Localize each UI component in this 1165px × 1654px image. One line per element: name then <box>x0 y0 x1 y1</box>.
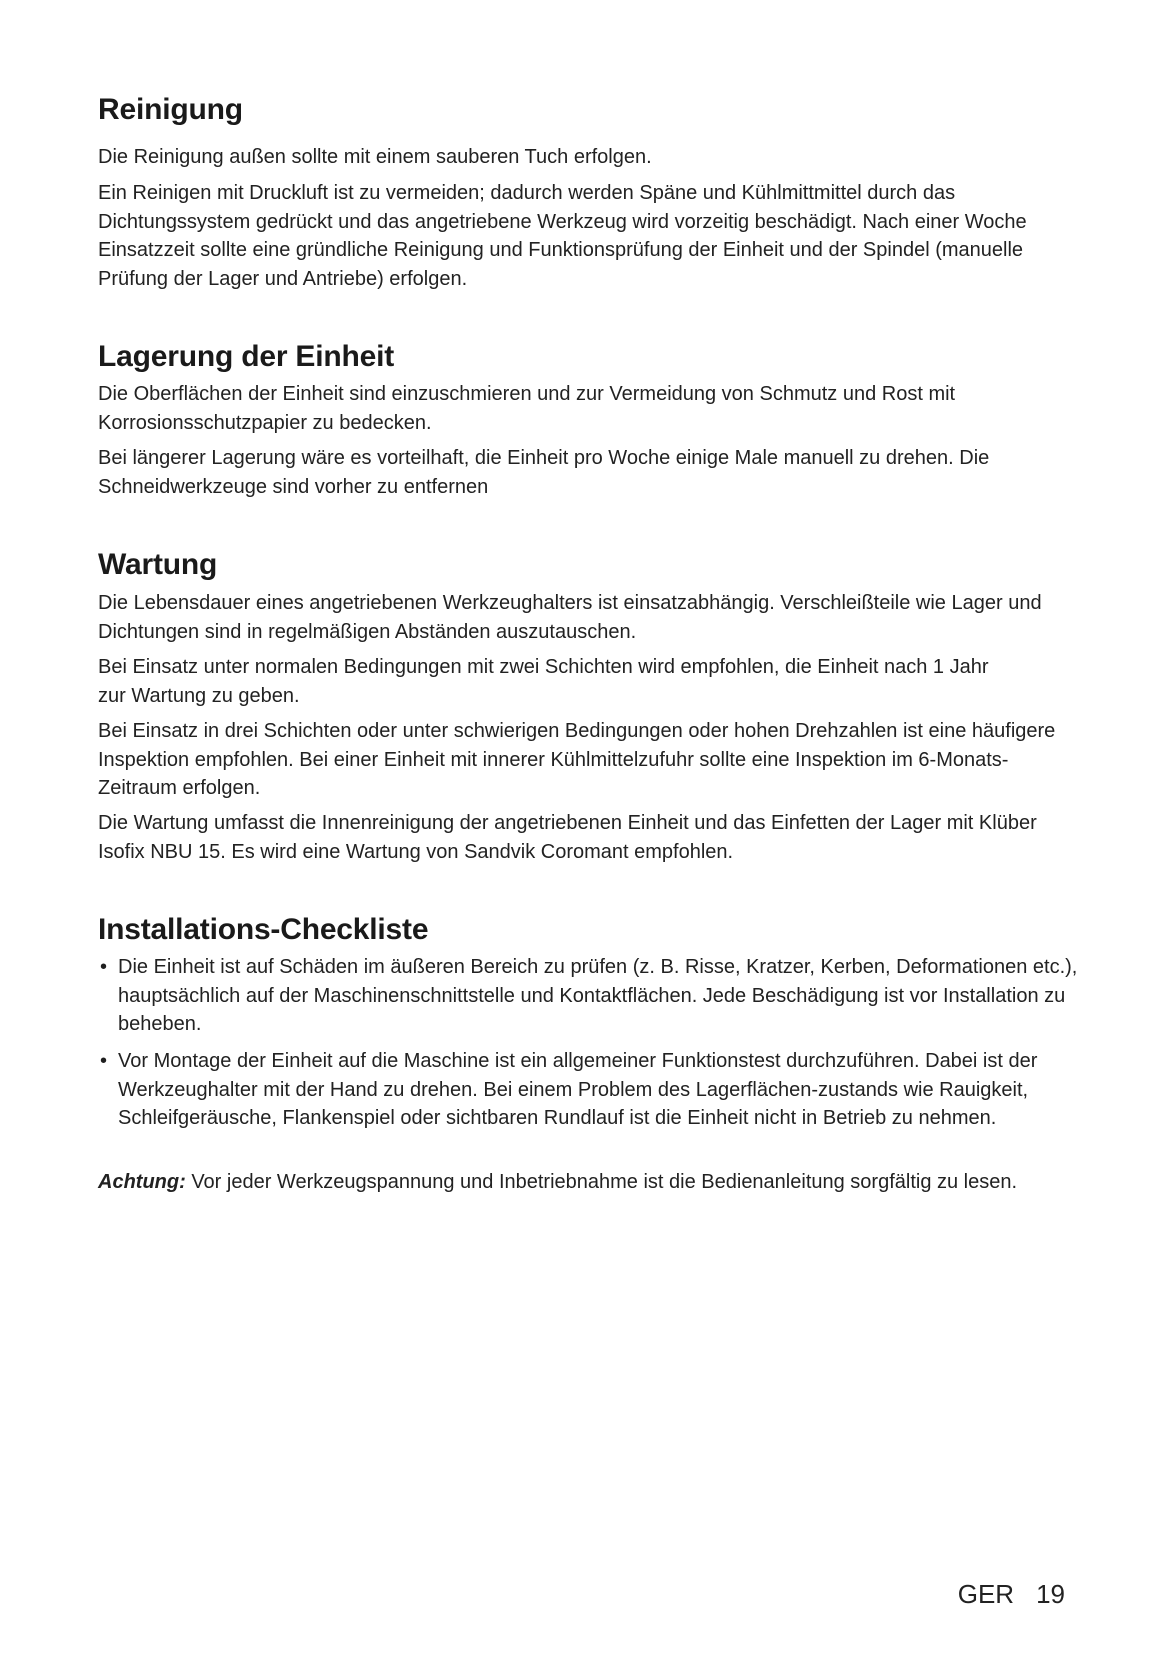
bullet-icon: • <box>100 956 108 978</box>
section-title-checkliste: Installations-Checkliste <box>98 913 429 946</box>
section-title-reinigung: Reinigung <box>98 93 243 126</box>
warning-note <box>98 1168 1028 1197</box>
checklist-item-text: Vor Montage der Einheit auf die Maschine ist ein allgemeiner Funktionstest durchzuführen. Dabei ist der Werkzeughalter mit der Hand zu drehen. Bei einem Problem des Lagerflächen-zustands wie Rauigkeit, Schleifgeräusche, Flankenspiel oder sichtbaren Rundlauf ist die Einheit nicht in Betrieb zu nehmen. <box>118 1050 1038 1129</box>
reinigung-paragraph-1: Die Reinigung außen sollte mit einem sauberen Tuch erfolgen. <box>98 146 652 168</box>
checklist-item <box>98 1047 1088 1133</box>
reinigung-paragraph-2: Ein Reinigen mit Druckluft ist zu vermeiden; dadurch werden Späne und Kühlmittmittel durch das Dichtungssystem gedrückt und das angetriebene Werkzeug wird vorzeitig beschädigt. Nach einer Woche Einsatzzeit sollte eine gründliche Reinigung und Funktionsprüfung der Einheit und der Spindel (manuelle Prüfung der Lager und Antriebe) erfolgen. <box>98 182 1027 290</box>
section-title-wartung: Wartung <box>98 548 218 581</box>
wartung-paragraph-4: Die Wartung umfasst die Innenreinigung der angetriebenen Einheit und das Einfetten der Lager mit Klüber Isofix NBU 15. Es wird eine Wartung von Sandvik Coromant empfohlen. <box>98 812 1037 863</box>
lagerung-paragraph-2: Bei längerer Lagerung wäre es vorteilhaft, die Einheit pro Woche einige Male manuell zu drehen. Die Schneidwerkzeuge sind vorher zu entfernen <box>98 447 990 498</box>
checklist-item <box>98 953 1088 1039</box>
warning-text: Vor jeder Werkzeugspannung und Inbetriebnahme ist die Bedienanleitung sorgfältig zu lesen. <box>185 1171 1018 1193</box>
page-number: 19 <box>1036 1579 1065 1609</box>
wartung-paragraph-1: Die Lebensdauer eines angetriebenen Werkzeughalters ist einsatzabhängig. Verschleißteile wie Lager und Dichtungen sind in regelmäßigen Abständen auszutauschen. <box>98 592 1042 643</box>
wartung-paragraph-2: Bei Einsatz unter normalen Bedingungen mit zwei Schichten wird empfohlen, die Einheit nach 1 Jahr zur Wartung zu geben. <box>98 656 989 707</box>
bullet-icon: • <box>100 1050 108 1072</box>
language-code: GER <box>957 1579 1015 1609</box>
checklist-item-text: Die Einheit ist auf Schäden im äußeren Bereich zu prüfen (z. B. Risse, Kratzer, Kerben, Deformationen etc.), hauptsächlich auf der Maschinenschnittstelle und Kontaktflächen. Jede Beschädigung ist vor Installation zu beheben. <box>118 956 1078 1035</box>
section-title-lagerung: Lagerung der Einheit <box>98 340 395 373</box>
page-footer <box>958 1578 1065 1610</box>
lagerung-paragraph-1: Die Oberflächen der Einheit sind einzuschmieren und zur Vermeidung von Schmutz und Rost mit Korrosionsschutzpapier zu bedecken. <box>98 383 956 434</box>
warning-label: Achtung: <box>98 1171 186 1193</box>
wartung-paragraph-3: Bei Einsatz in drei Schichten oder unter schwierigen Bedingungen oder hohen Drehzahlen ist eine häufigere Inspektion empfohlen. Bei einer Einheit mit innerer Kühlmittelzufuhr sollte eine Inspektion im 6-Monats-Zeitraum erfolgen. <box>98 720 1056 799</box>
